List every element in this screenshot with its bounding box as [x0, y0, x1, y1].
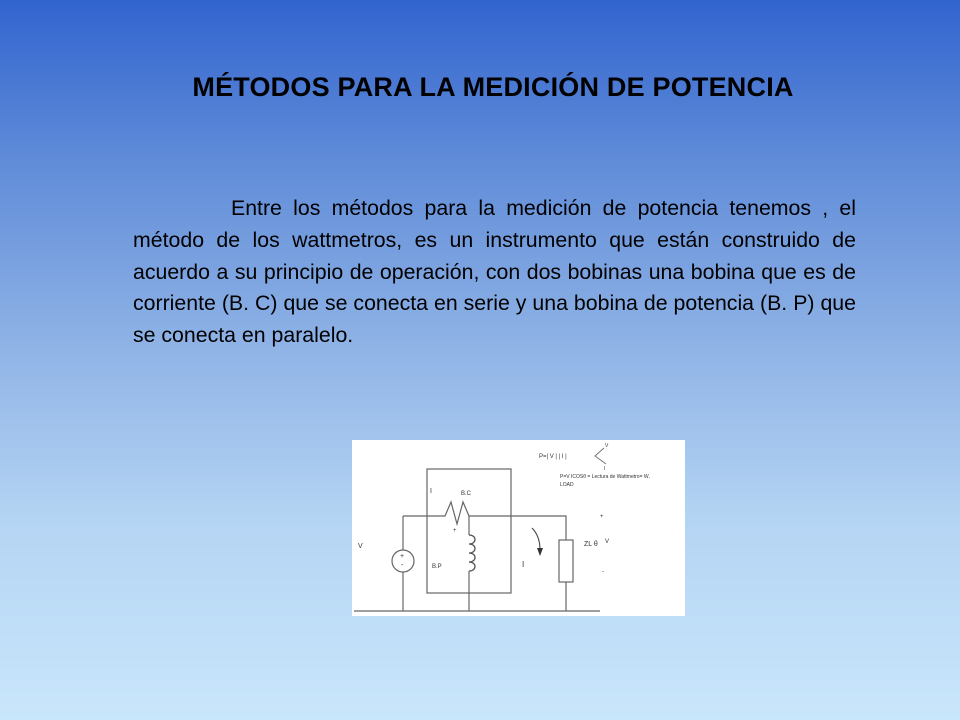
- source-minus-label: -: [401, 562, 404, 569]
- load-text: LOAD: [560, 482, 574, 488]
- source-voltage-label: V: [358, 543, 363, 550]
- load-resistor-icon: [559, 540, 573, 582]
- slide-title: MÉTODOS PARA LA MEDICIÓN DE POTENCIA: [192, 72, 794, 102]
- load-minus-label: -: [602, 569, 604, 575]
- formula-cosine: P=V ICOSθ = Lectura de Wattmetro= W,: [560, 474, 650, 480]
- load-impedance-label: ZL θ: [584, 541, 598, 548]
- phasor-i-label: I: [604, 466, 606, 472]
- current-arrow-label: I: [522, 560, 525, 569]
- phasor-diagram-icon: [595, 448, 606, 464]
- load-voltage-label: V: [605, 539, 610, 545]
- coil-plus-label: +: [453, 528, 457, 534]
- source-plus-label: +: [400, 553, 405, 560]
- voltage-coil-icon: [469, 535, 475, 571]
- current-top-label: I: [430, 488, 432, 495]
- wattmeter-circuit-diagram: [352, 440, 685, 616]
- current-arrowhead-icon: [537, 548, 543, 556]
- current-coil-label: B.C: [461, 491, 472, 497]
- current-arrow-icon: [532, 528, 540, 550]
- load-plus-label: +: [600, 514, 604, 520]
- phasor-v-label: V: [605, 443, 609, 449]
- slide-body-text: Entre los métodos para la medición de potencia tenemos , el método de los wattmetros, es un instrumento que están construido de acuerdo a su principio de operación, con dos bobinas una bobina que es de corriente (B. C) que se conecta en serie y una bobina de potencia (B. P) que se conecta en paralelo.: [133, 196, 856, 348]
- formula-magnitude: P=| V | | I |: [539, 454, 567, 460]
- voltage-coil-label: B.P: [432, 564, 442, 570]
